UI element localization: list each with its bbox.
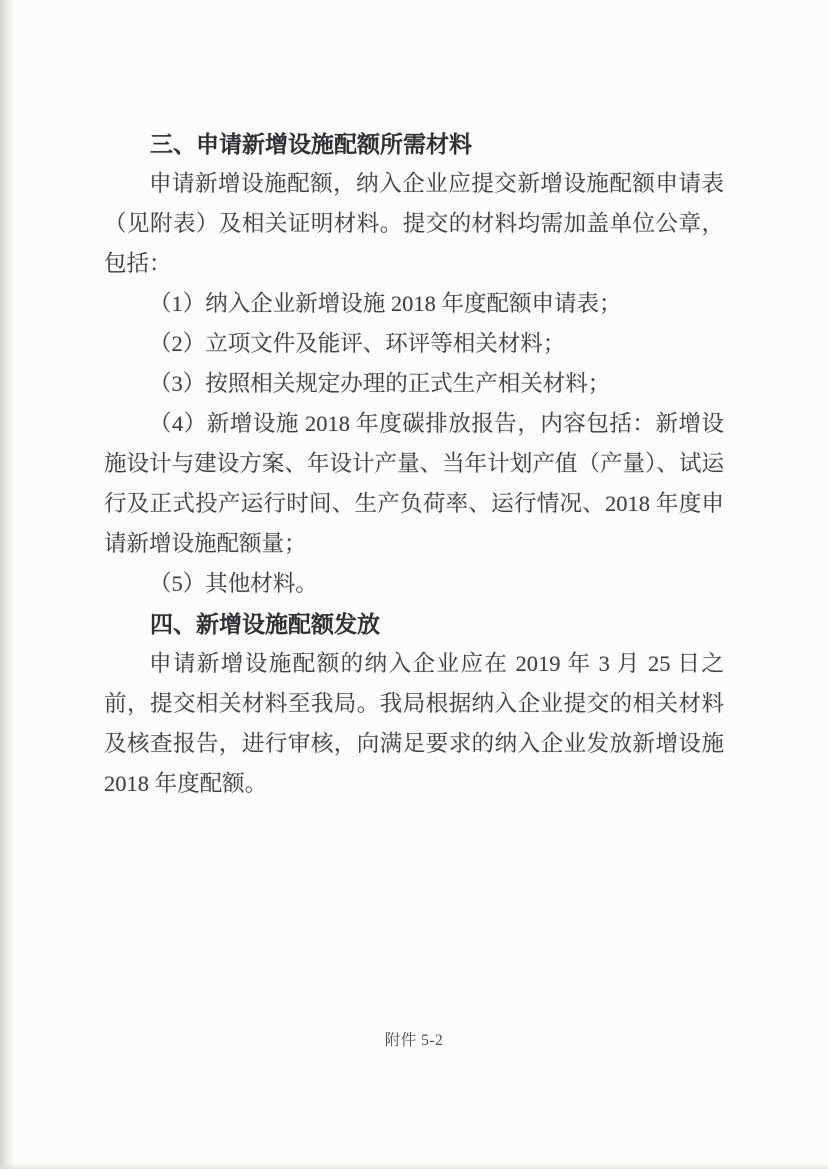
attachment-number-label: 附件 5-2 — [384, 1032, 444, 1049]
scan-edge-shadow-bottom — [0, 1163, 828, 1169]
section-3-heading: 三、申请新增设施配额所需材料 — [150, 131, 472, 157]
list-item-1: （1）纳入企业新增设施 2018 年度配额申请表； — [149, 291, 622, 316]
list-item-2: （2）立项文件及能评、环评等相关材料； — [149, 331, 566, 356]
document-body — [104, 124, 724, 804]
scan-edge-shadow-left — [0, 0, 14, 1169]
section-4-heading: 四、新增设施配额发放 — [150, 611, 380, 637]
list-item-5: （5）其他材料。 — [149, 571, 318, 596]
list-item-3: （3）按照相关规定办理的正式生产相关材料； — [149, 371, 611, 396]
page-footer — [0, 1028, 828, 1050]
list-item-4: （4）新增设施 2018 年度碳排放报告，内容包括：新增设施设计与建设方案、年设计产量、当年计划产值（产量）、试运行及正式投产运行时间、生产负荷率、运行情况、2018 年度申请新增设施配额量； — [104, 411, 724, 556]
section-4-paragraph: 申请新增设施配额的纳入企业应在 2019 年 3 月 25 日之前，提交相关材料至我局。我局根据纳入企业提交的相关材料及核查报告，进行审核，向满足要求的纳入企业发放新增设施 2018 年度配额。 — [104, 651, 724, 796]
section-3-intro-paragraph: 申请新增设施配额，纳入企业应提交新增设施配额申请表（见附表）及相关证明材料。提交的材料均需加盖单位公章，包括： — [104, 171, 724, 276]
